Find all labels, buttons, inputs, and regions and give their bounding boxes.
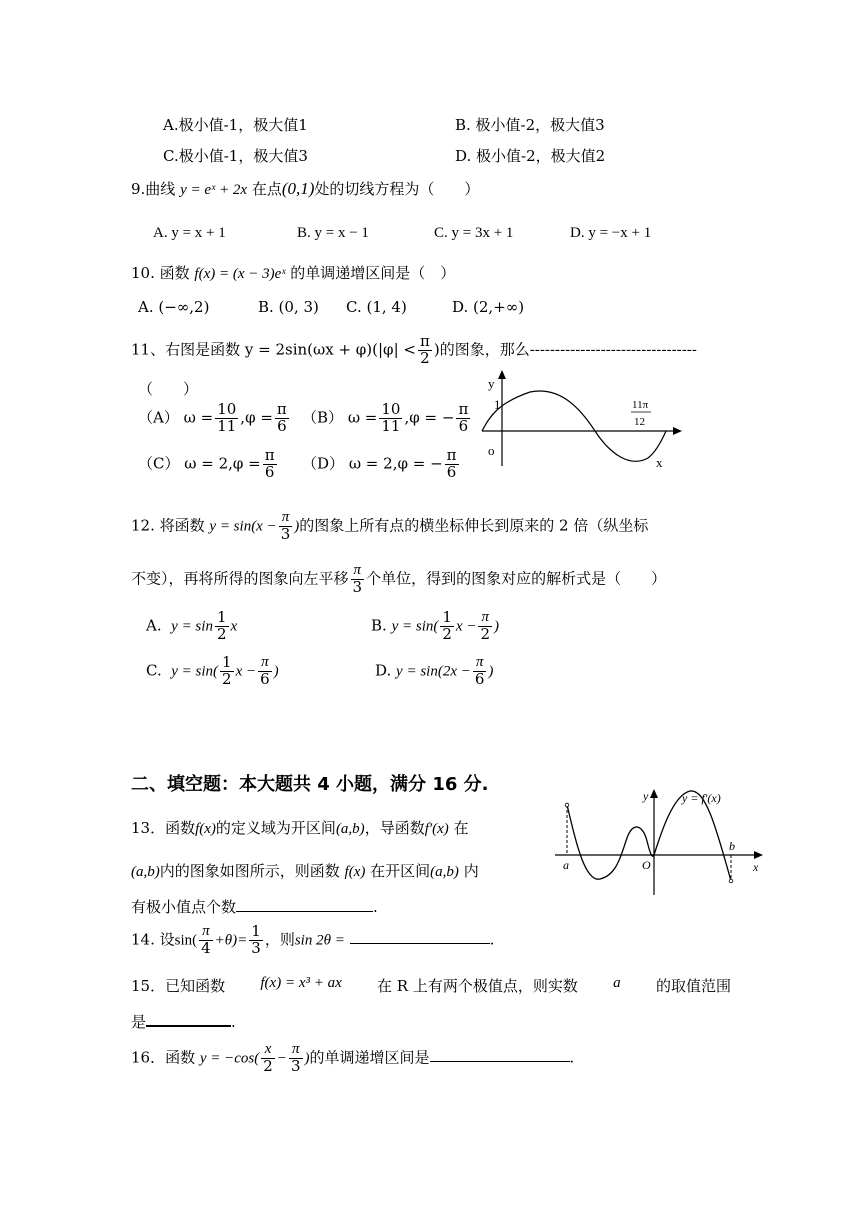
q11-stem: 11、右图是函数 y = 2sin(ωx + φ)(|φ| < $\frac{\pi}{2}$ )的图象，那么--------------------------------- (131, 332, 697, 367)
q12-option-d: D. y = sin(2x − $\frac{\pi}{6}$ ) (375, 654, 494, 688)
q12-stem-line2: 不变），再将所得的图象向左平移 $\frac{\pi}{3}$ 个单位，得到的图象对应的解析式是（ ） (131, 562, 667, 596)
q8-option-a: A.极小值-1，极大值1 (163, 116, 308, 134)
tick-den: 12 (634, 416, 645, 428)
origin-label: o (488, 443, 495, 458)
x-axis-arrow (754, 851, 763, 859)
q10-option-a: A. (−∞,2) (138, 298, 210, 316)
q9-option-d: D. y = −x + 1 (570, 225, 652, 241)
q11-option-d: （D） ω = 2,φ = − $\frac{\pi}{6}$ (302, 446, 457, 481)
q8-option-d: D. 极小值-2，极大值2 (455, 147, 606, 165)
tick-num: 11π (632, 399, 649, 411)
q11-option-a: （A） ω = $\frac{10}{11}$ ,φ = $\frac{\pi}{6}$ (138, 400, 287, 435)
b-endpoint (729, 879, 733, 883)
section-heading: 二、填空题：本大题共 4 小题，满分 16 分. (131, 774, 489, 795)
q13-answer-blank[interactable] (236, 897, 373, 912)
y-axis-arrow (498, 370, 506, 379)
y-label: y (643, 789, 649, 803)
q16-stem: 16．函数 y = −cos( $\frac{x}{2}$ − $\frac{\pi}{3}$ )的单调递增区间是 . (131, 1041, 575, 1075)
q15-line2: 是 . (131, 1013, 236, 1031)
q13-derivative-graph (555, 783, 765, 901)
y-axis-arrow (650, 789, 658, 798)
q14-stem: 14. 设sin( $\frac{\pi}{4}$ +θ)= $\frac{1}{3}$ ，则sin 2θ = . (131, 922, 495, 957)
q11-sine-graph (470, 368, 690, 476)
q11-paren: （ ） (138, 380, 199, 398)
q12-option-b: B. y = sin( $\frac{1}{2}$ x − $\frac{\pi}{2}$ ) (371, 608, 499, 643)
curve-label: y = f′(x) (682, 791, 721, 805)
q16-answer-blank[interactable] (430, 1047, 570, 1062)
x-label: x (753, 860, 759, 874)
q9-option-c: C. y = 3x + 1 (434, 225, 514, 241)
q11-option-c: （C） ω = 2,φ = $\frac{\pi}{6}$ (138, 446, 275, 481)
q9-option-a: A. y = x + 1 (153, 225, 226, 241)
y-label: y (488, 376, 495, 391)
a-label: a (563, 858, 569, 872)
q13-line1: 13．函数f(x)的定义域为开区间(a,b)，导函数f′(x) 在 (131, 819, 469, 837)
q11-option-b: （B） ω = $\frac{10}{11}$ ,φ = − $\frac{\pi}{6}$ (302, 400, 469, 435)
q8-option-c: C.极小值-1，极大值3 (163, 147, 308, 165)
q15-answer-blank[interactable] (146, 1011, 231, 1027)
q13-line2: (a,b)内的图象如图所示，则函数 f(x) 在开区间(a,b) 内 (131, 862, 479, 880)
q10-option-b: B. (0, 3) (258, 298, 319, 316)
a-endpoint (565, 803, 569, 807)
q10-option-c: C. (1, 4) (346, 298, 407, 316)
q14-answer-blank[interactable] (350, 929, 490, 944)
q10-option-d: D. (2,+∞) (452, 298, 525, 316)
x-axis-arrow (673, 427, 682, 435)
q12-option-a: A. y = sin $\frac{1}{2}$ x (146, 608, 238, 643)
x-label: x (656, 455, 663, 470)
q12-option-c: C. y = sin( $\frac{1}{2}$ x − $\frac{\pi}{6}$ ) (146, 653, 279, 688)
q13-line3: 有极小值点个数 . (131, 898, 378, 916)
one-label: 1 (494, 397, 501, 412)
q9-option-b: B. y = x − 1 (297, 225, 369, 241)
q8-option-b: B. 极小值-2，极大值3 (455, 116, 605, 134)
q10-stem: 10. 函数 f(x) = (x − 3)eˣ 的单调递增区间是（ ） (131, 264, 456, 282)
b-label: b (729, 839, 735, 853)
origin-label: O (642, 858, 651, 872)
q12-stem-line1: 12. 将函数 y = sin(x − $\frac{\pi}{3}$ )的图象上所有点的横坐标伸长到原来的 2 倍（纵坐标 (131, 509, 649, 543)
q15-line1: 15．已知函数 f(x) = x³ + ax 在 R 上有两个极值点，则实数 a 的取值范围 (131, 975, 731, 995)
q9-stem: 9.曲线 y = eˣ + 2x 在点(0,1)处的切线方程为（ ） (131, 179, 480, 198)
